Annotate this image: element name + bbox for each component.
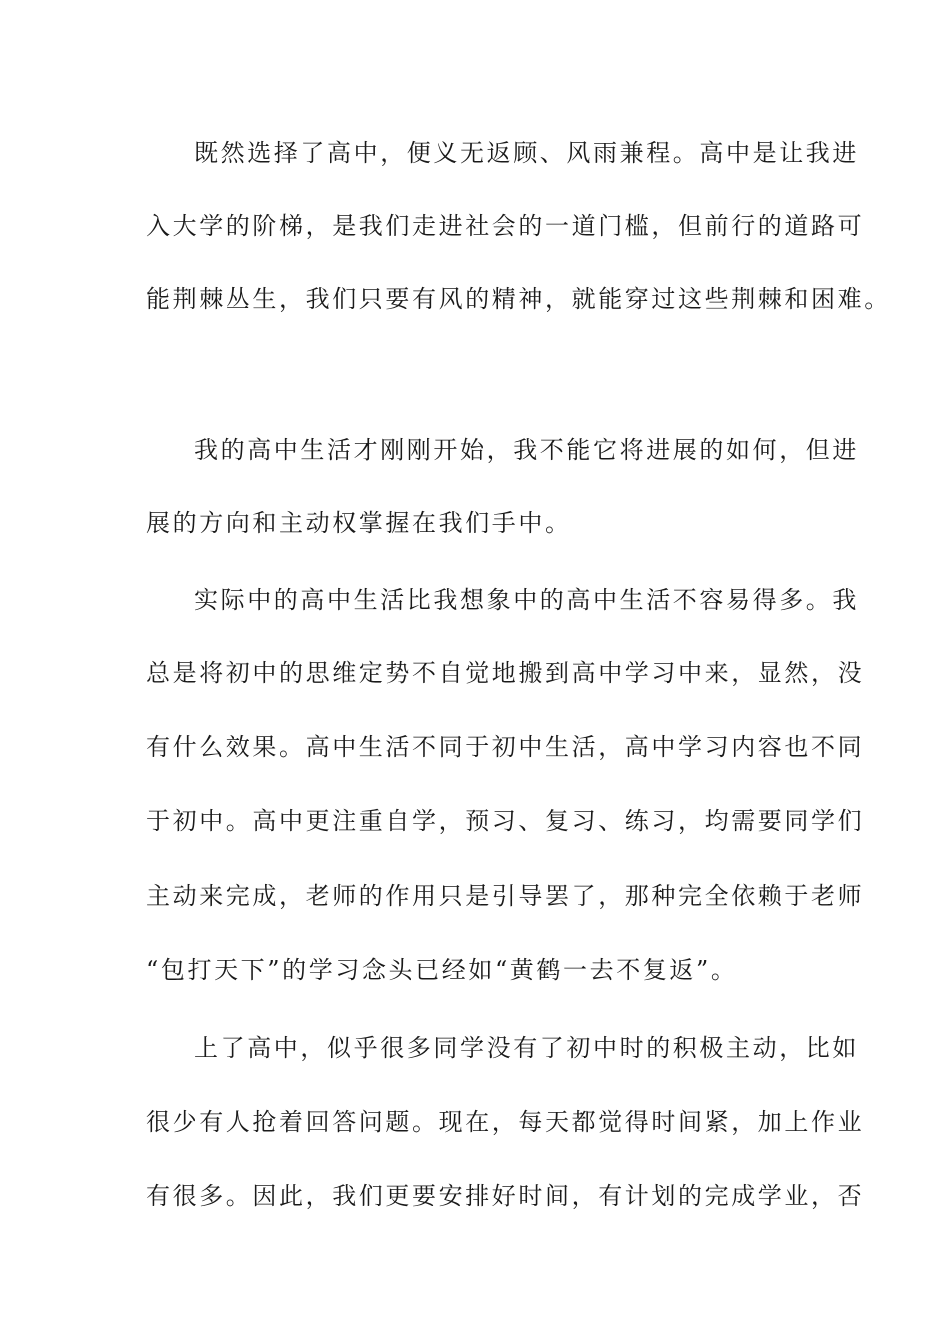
paragraph-4-line-1: 上了高中，似乎很多同学没有了初中时的积极主动，比如 bbox=[194, 1034, 859, 1062]
paragraph-3-line-5: 主动来完成，老师的作用只是引导罢了，那种完全依赖于老师 bbox=[146, 882, 865, 910]
paragraph-2-line-1: 我的高中生活才刚刚开始，我不能它将进展的如何，但进 bbox=[194, 436, 859, 464]
paragraph-3-line-4: 于初中。高中更注重自学，预习、复习、练习，均需要同学们 bbox=[146, 807, 865, 835]
paragraph-1-line-2: 入大学的阶梯，是我们走进社会的一道门槛，但前行的道路可 bbox=[146, 212, 865, 240]
paragraph-3-line-1: 实际中的高中生活比我想象中的高中生活不容易得多。我 bbox=[194, 586, 859, 614]
paragraph-3-line-3: 有什么效果。高中生活不同于初中生活，高中学习内容也不同 bbox=[146, 733, 865, 761]
paragraph-3-line-6: “包打天下”的学习念头已经如“黄鹤一去不复返”。 bbox=[146, 956, 738, 984]
paragraph-2-line-2: 展的方向和主动权掌握在我们手中。 bbox=[146, 509, 572, 537]
paragraph-4-line-3: 有很多。因此，我们更要安排好时间，有计划的完成学业，否 bbox=[146, 1182, 865, 1210]
paragraph-1-line-1: 既然选择了高中，便义无返顾、风雨兼程。高中是让我进 bbox=[194, 139, 859, 167]
paragraph-1-line-3: 能荆棘丛生，我们只要有风的精神，就能穿过这些荆棘和困难。 bbox=[146, 285, 891, 313]
paragraph-4-line-2: 很少有人抢着回答问题。现在，每天都觉得时间紧，加上作业 bbox=[146, 1108, 865, 1136]
paragraph-3-line-2: 总是将初中的思维定势不自觉地搬到高中学习中来，显然，没 bbox=[146, 659, 865, 687]
